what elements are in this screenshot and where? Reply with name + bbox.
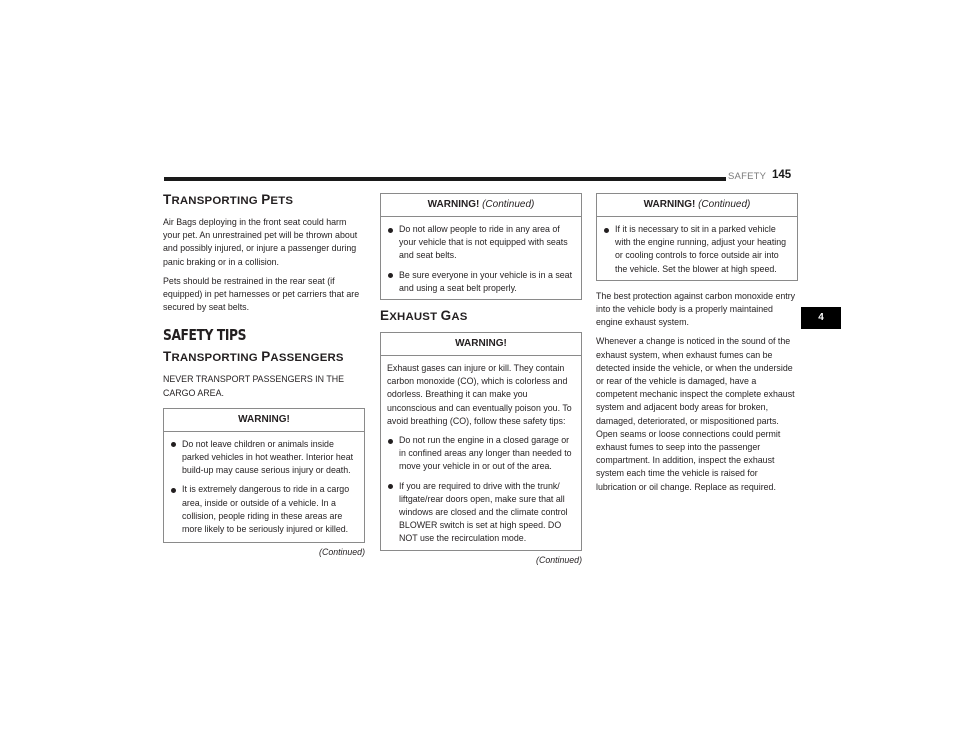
header-rule: [164, 177, 726, 181]
warning-intro: Exhaust gases can injure or kill. They contain carbon monoxide (CO), which is colorless and odorless. Breathing it can make you unconscious and can eventually poison you. To avoid breathing (CO), follow these safety tips:: [387, 363, 572, 426]
header-section-title: SAFETY: [728, 171, 767, 182]
column-left: [163, 193, 365, 557]
continued-note: (Continued): [319, 547, 365, 558]
warning-item: If it is necessary to sit in a parked vehicle with the engine running, adjust your heating or cooling controls to force outside air into the vehicle. Set the blower at high speed.: [603, 223, 791, 276]
exhaust-paragraph-1: The best protection against carbon monoxide entry into the vehicle body is a properly maintained engine exhaust system.: [596, 290, 796, 328]
warning-item: Be sure everyone in your vehicle is in a seat and using a seat belt properly.: [387, 269, 575, 295]
heading-exhaust-gas: EXHAUST GAS: [380, 308, 468, 324]
column-middle: [380, 193, 582, 565]
chapter-tab: 4: [801, 307, 841, 329]
heading-transporting-pets: TRANSPORTING PETS: [163, 192, 294, 207]
warning-box-continued: [596, 193, 798, 281]
exhaust-paragraph-2: Whenever a change is noticed in the sound of the exhaust system, when exhaust fumes can be detected inside the vehicle, or when the underside or rear of the vehicle is damaged, have a competent mechanic inspect the complete exhaust system and adjacent body areas for broken, damaged, deteriorated, or mispositioned parts. Open seams or loose connections could permit exhaust fumes to seep into the passenger compartment. In addition, inspect the exhaust system each time the vehicle is raised for lubrication or oil change. Replace as required.: [596, 336, 795, 492]
continued-note: (Continued): [536, 554, 582, 565]
warning-item: Do not leave children or animals inside parked vehicles in hot weather. Interior heat build-up may cause serious injury or death.: [170, 438, 358, 478]
passengers-paragraph: NEVER TRANSPORT PASSENGERS IN THE CARGO AREA.: [163, 374, 345, 398]
heading-transporting-passengers: TRANSPORTING PASSENGERS: [163, 349, 344, 365]
warning-box-continued: [380, 193, 582, 300]
warning-title: WARNING!: [164, 409, 364, 432]
warning-box-passengers: [163, 408, 365, 543]
warning-title: WARNING!: [381, 333, 581, 356]
heading-safety-tips: SAFETY TIPS: [163, 326, 247, 345]
warning-item: It is extremely dangerous to ride in a cargo area, inside or outside of a vehicle. In a collision, people riding in these areas are more likely to be seriously injured or killed.: [170, 483, 358, 536]
warning-item: If you are required to drive with the trunk/ liftgate/rear doors open, make sure that all windows are closed and the climate control BLOWER switch is set at high speed. DO NOT use the recirculation mode.: [387, 480, 575, 546]
column-right: [596, 193, 798, 500]
warning-box-exhaust: [380, 332, 582, 551]
warning-title-continued: WARNING! (Continued): [597, 194, 797, 217]
pets-paragraph-1: Air Bags deploying in the front seat could harm your pet. An unrestrained pet will be thrown about and possibly injured, or injure a passenger during panic braking or in a collision.: [163, 217, 358, 267]
warning-item: Do not allow people to ride in any area of your vehicle that is not equipped with seats and seat belts.: [387, 223, 575, 263]
page-number: 145: [772, 169, 792, 181]
warning-item: Do not run the engine in a closed garage or in confined areas any longer than needed to move your vehicle in or out of the area.: [387, 434, 575, 474]
pets-paragraph-2: Pets should be restrained in the rear seat (if equipped) in pet harnesses or pet carriers that are secured by seat belts.: [163, 275, 360, 313]
warning-title-continued: WARNING! (Continued): [381, 194, 581, 217]
